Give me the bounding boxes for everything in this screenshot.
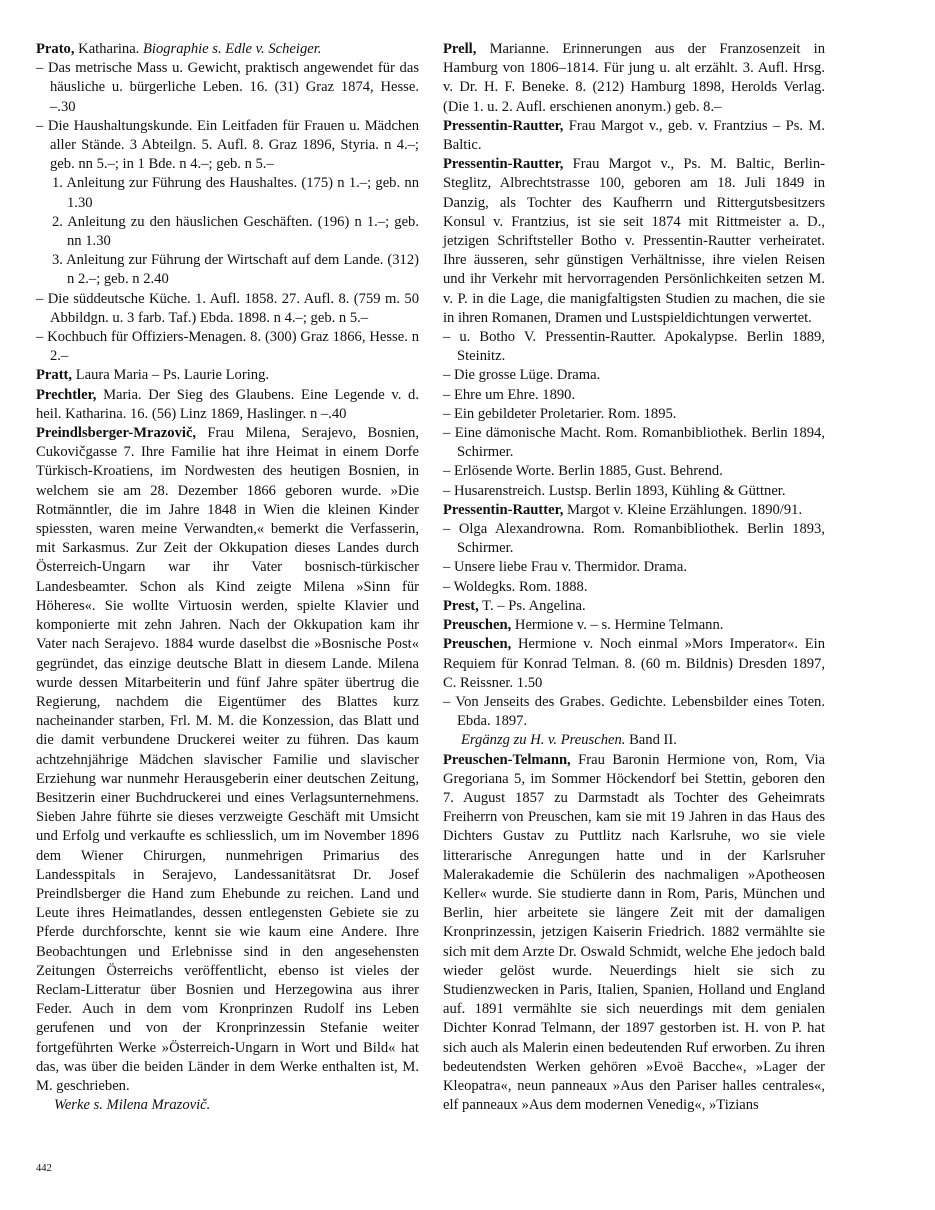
entry-preuschen-telmann bbox=[443, 751, 825, 1116]
work-subitem: 2. Anleitung zu den häuslichen Geschäften. (196) n 1.–; geb. nn 1.30 bbox=[52, 213, 419, 250]
entry-text: Frau Margot v., Ps. M. Baltic, Berlin-Steglitz, Albrechtstrasse 100, geboren am 18. Juli 1849 in Danzig, als Tochter des Kaufherrn und Rittergutsbesitzers Konsul v. Frantzius, ist sie seit 1874 mit Rittmeister a. D., jetzigen Schriftsteller Botho v. Pressentin-Rautter verheiratet. Ihre äusseren, sehr günstigen Verhältnisse, ihre vielen Reisen und ihr Verkehr mit hervorragenden Persönlichkeiten setzen M. v. P. in die Lage, die manigfaltigsten Studien zu machen, die sie in ihren Romanen, Dramen und Lustspieldichtungen verwertet. bbox=[443, 156, 825, 326]
entry-headword: Preuschen-Telmann, bbox=[443, 751, 571, 768]
work-item: – Ehre um Ehre. 1890. bbox=[443, 386, 576, 403]
entry-text: Frau Baronin Hermione von, Rom, Via Gregoriana 5, im Sommer Höckendorf bei Stettin, geboren den 7. August 1857 zu Darmstadt als Tochter des Geheimrats Freiherrn von Preuschen, kam sie mit 19 Jahren in das Haus des Dichters Gustav zu Puttlitz nach Karlsruhe, wo sie viele litterarische Anregungen hatte und in der Karlsruher Malerakademie die Schülerin des nachmaligen »Apotheosen Keller« wurde. Sie studierte dann in Rom, Paris, München und Berlin, hier arbeitete sie längere Zeit mit der damaligen Kronprinzessin, jetzigen Kaiserin Friedrich. 1882 vermählte sie sich mit dem Arzte Dr. Oswald Schmidt, welche Ehe jedoch bald wieder gelöst wurde. Neuerdings hielt sie sich zu Studienzwecken in Paris, Italien, Spanien, Holland und England auf. 1891 vermählte sie sich neuerdings mit dem genialen Dichter Konrad Telmann, der 1897 gestorben ist. H. von P. hat sich auch als Malerin einen bedeutenden Ruf erworben. Zu ihren bedeutendsten Werken gehören »Evoë Bacche«, »Lager der Kleopatra«, neun panneaux »Aus den Pariser halles centrales«, elf panneaux »Aus dem modernen Venedig«, »Tizians bbox=[443, 751, 825, 1114]
work-item: – Die grosse Lüge. Drama. bbox=[443, 367, 601, 384]
work-item: – Olga Alexandrowna. Rom. Romanbibliothek. Berlin 1893, Schirmer. bbox=[443, 521, 825, 557]
work-item: – Erlösende Worte. Berlin 1885, Gust. Behrend. bbox=[443, 463, 723, 480]
work-item: – Kochbuch für Offiziers-Menagen. 8. (300) Graz 1866, Hesse. n 2.– bbox=[36, 329, 419, 365]
entry-text: Laura Maria – Ps. Laurie Loring. bbox=[72, 367, 270, 384]
entry-preuschen-2 bbox=[443, 635, 825, 693]
entry-text: Frau Milena, Serajevo, Bosnien, Cukovičgasse 7. Ihre Familie hat ihre Heimat in einem Dorfe Türkisch-Kroatiens, im Nordwesten des heutigen Bosnien, in welchem sie am 28. Dezember 1866 geboren wurde. »Die Rotmänntler, die im Jahre 1848 in Wien die kleinen Kinder spiessten, waren meine Verwandten,« bemerkt die Verfasserin, mit Sarkasmus. Zur Zeit der Okkupation dieses Landes durch Österreich-Ungarn war ihr Vater bosnisch-türkischer Landesbeamter. Schon als Kind zeigte Milena »Sinn für Höheres«. Sie wollte Virtuosin werden, spielte Klavier und komponierte mit zehn Jahren. Nach der Okkupation kam ihr Vater nach Serajevo. 1884 wurde daselbst die »Bosnische Post« gegründet, das einzige deutsche Blatt in diesem Lande. Milena wurde dessen Mitarbeiterin und fünf Jahre später übertrug die Regierung, nachdem die Eigentümer des Blattes kurz nacheinander starben, Frl. M. M. die Konzession, das Blatt und die damit verbundene Druckerei weiter zu führen. Das kaum achtzehnjährige Mädchen slavischer Familie und slavischer Erziehung war nunmehr Herausgeberin einer deutschen Zeitung, Besitzerin einer Buchdruckerei und eines Verlagsunternehmens. Sieben Jahre führte sie dieses verzweigte Geschäft mit Umsicht und Erfolg und verkaufte es schliesslich, um im November 1896 dem Wiener Chirurgen, nunmehrigen Primarius des Landesspitals in Serajevo, Landessanitätsrat Dr. Josef Preindlsberger die Hand zum Ehebunde zu reichen. Land und Leute ihres Heimatlandes, dessen entlegensten Gebiete sie zu Pferde durchforschte, kennt sie wie kaum eine Andere. Ihre Beobachtungen und Erlebnisse sind in den angesehensten Zeitungen Österreichs veröffentlicht, ebenso ist vieles der Reclam-Litteratur über Bosnien und Herzegowina aus ihrer Feder. Auch in dem vom Kronprinzen Rudolf ins Leben gerufenen und von der Kronprinzessin Stefanie weiter fortgeführten Werke »Österreich-Ungarn in Wort und Bild« hat das, was über die beiden Länder in dem Werke enthalten ist, M. M. geschrieben. bbox=[36, 425, 419, 1094]
entry-text: Katharina. bbox=[74, 41, 143, 57]
entry-text: Frau Margot v., geb. v. Frantzius – Ps. M. Baltic. bbox=[443, 117, 825, 154]
entry-pratt bbox=[36, 366, 419, 385]
work-subitem: 3. Anleitung zur Führung der Wirtschaft auf dem Lande. (312) n 2.–; geb. n 2.40 bbox=[52, 252, 419, 288]
left-column bbox=[36, 40, 419, 1115]
entry-headword: Pressentin-Rautter, bbox=[443, 117, 564, 134]
entry-pressentin-2 bbox=[443, 155, 825, 328]
reference-italic: Ergänzg zu H. v. Preuschen. bbox=[461, 732, 626, 749]
work-item: – Husarenstreich. Lustsp. Berlin 1893, Kühling & Güttner. bbox=[443, 482, 786, 499]
entry-text: Marianne. Erinnerungen aus der Franzosenzeit in Hamburg von 1806–1814. Für jung u. alt erzählt. 3. Aufl. Hrsg. v. Dr. H. F. Beneke. 8. (212) Hamburg 1898, Herolds Verlag. (Die 1. u. 2. Aufl. erschienen anonym.) geb. 8.– bbox=[443, 41, 825, 115]
entry-headword: Prell, bbox=[443, 41, 477, 57]
entry-prato bbox=[36, 40, 419, 59]
entry-headword: Pressentin-Rautter, bbox=[443, 156, 564, 173]
work-item: – Eine dämonische Macht. Rom. Romanbibliothek. Berlin 1894, Schirmer. bbox=[443, 425, 825, 461]
entry-pressentin-3 bbox=[443, 501, 825, 520]
entry-prechtler bbox=[36, 386, 419, 424]
entry-headword: Prest, bbox=[443, 597, 479, 614]
entry-reference: Werke s. Milena Mrazovič. bbox=[54, 1097, 211, 1114]
entry-headword: Pressentin-Rautter, bbox=[443, 501, 564, 518]
work-item: – Von Jenseits des Grabes. Gedichte. Lebensbilder eines Toten. Ebda. 1897. bbox=[443, 693, 825, 730]
work-item: – Das metrische Mass u. Gewicht, praktisch angewendet für das häusliche u. bürgerliche Leben. 16. (31) Graz 1874, Hesse. –.30 bbox=[36, 60, 419, 115]
entry-reference bbox=[443, 731, 825, 750]
entry-reference: Biographie s. Edle v. Scheiger. bbox=[142, 41, 322, 57]
work-item: – u. Botho V. Pressentin-Rautter. Apokalypse. Berlin 1889, Steinitz. bbox=[443, 329, 825, 365]
work-item: – Die Haushaltungskunde. Ein Leitfaden für Frauen u. Mädchen aller Stände. 3 Abteilgn. 5. Aufl. 8. Graz 1896, Styria. n 4.–; geb. nn 5.–; in 1 Bde. n 4.–; geb. n 5.– bbox=[36, 117, 419, 173]
entry-headword: Prato, bbox=[36, 41, 75, 57]
entry-headword: Preindlsberger-Mrazovič, bbox=[36, 425, 197, 442]
entry-preuschen-1 bbox=[443, 616, 825, 635]
work-item: – Die süddeutsche Küche. 1. Aufl. 1858. 27. Aufl. 8. (759 m. 50 Abbildgn. u. 3 farb. Taf.) Ebda. 1898. n 4.–; geb. n 5.– bbox=[36, 290, 419, 326]
entry-text: Hermione v. – s. Hermine Telmann. bbox=[511, 617, 724, 634]
entry-text: Margot v. Kleine Erzählungen. 1890/91. bbox=[563, 501, 803, 518]
entry-headword: Preuschen, bbox=[443, 617, 512, 634]
reference-text: Band II. bbox=[625, 732, 677, 749]
work-subitem: 1. Anleitung zur Führung des Haushaltes. (175) n 1.–; geb. nn 1.30 bbox=[52, 175, 419, 211]
entry-text: Maria. Der Sieg des Glaubens. Eine Legende v. d. heil. Katharina. 16. (56) Linz 1869, Haslinger. n –.40 bbox=[36, 386, 419, 422]
entry-headword: Prechtler, bbox=[36, 386, 97, 403]
entry-headword: Pratt, bbox=[36, 367, 73, 384]
page-number: 442 bbox=[36, 1163, 52, 1174]
entry-headword: Preuschen, bbox=[443, 636, 512, 653]
work-item: – Woldegks. Rom. 1888. bbox=[443, 578, 588, 595]
entry-prell bbox=[443, 40, 825, 117]
entry-preindlsberger bbox=[36, 424, 419, 1096]
entry-prest bbox=[443, 597, 825, 616]
entry-text: T. – Ps. Angelina. bbox=[478, 597, 586, 614]
right-column bbox=[443, 40, 825, 1115]
work-item: – Ein gebildeter Proletarier. Rom. 1895. bbox=[443, 405, 677, 422]
work-item: – Unsere liebe Frau v. Thermidor. Drama. bbox=[443, 559, 687, 576]
entry-pressentin-1 bbox=[443, 117, 825, 155]
entry-text: Hermione v. Noch einmal »Mors Imperator«. Ein Requiem für Konrad Telman. 8. (60 m. Bildnis) Dresden 1897, C. Reissner. 1.50 bbox=[443, 636, 825, 691]
